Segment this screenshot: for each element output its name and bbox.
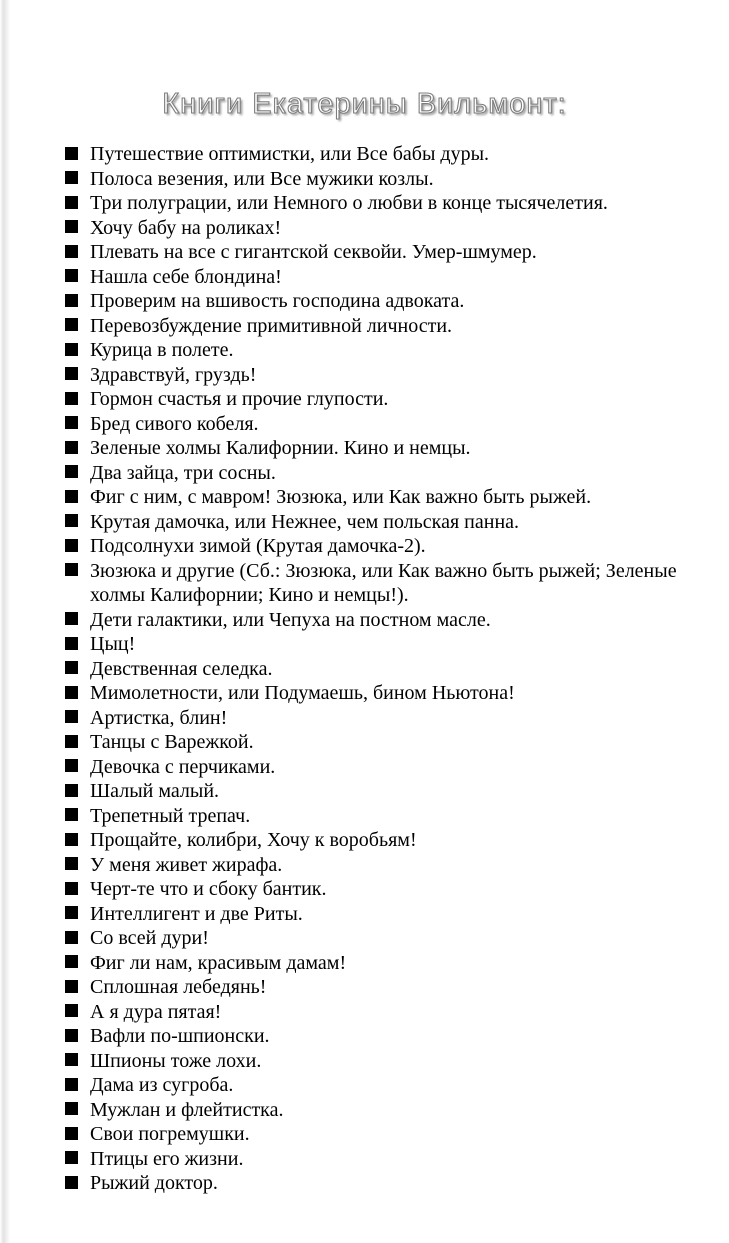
book-list <box>65 142 685 1196</box>
square-bullet-icon <box>65 245 78 258</box>
square-bullet-icon <box>65 784 78 797</box>
list-item <box>65 436 685 461</box>
list-item <box>65 216 685 241</box>
book-title-text: Крутая дамочка, или Нежнее, чем польская панна. <box>90 510 520 533</box>
list-item <box>65 1122 685 1147</box>
square-bullet-icon <box>65 563 78 576</box>
square-bullet-icon <box>65 343 78 356</box>
square-bullet-icon <box>65 906 78 919</box>
book-title-text: Полоса везения, или Все мужики козлы. <box>90 167 434 190</box>
square-bullet-icon <box>65 980 78 993</box>
list-item <box>65 853 685 878</box>
square-bullet-icon <box>65 220 78 233</box>
list-item <box>65 534 685 559</box>
list-item <box>65 289 685 314</box>
book-title-text: Мимолетности, или Подумаешь, бином Ньютона! <box>90 682 515 704</box>
book-title-text: Танцы с Варежкой. <box>90 731 254 753</box>
list-item <box>65 265 685 290</box>
list-item <box>65 1049 685 1074</box>
book-title-text: Девочка с перчиками. <box>90 755 276 778</box>
square-bullet-icon <box>65 637 78 650</box>
square-bullet-icon <box>65 465 78 478</box>
square-bullet-icon <box>65 1078 78 1091</box>
square-bullet-icon <box>65 171 78 184</box>
list-item <box>65 412 685 437</box>
book-title-text: Сплошная лебедянь! <box>90 976 267 998</box>
square-bullet-icon <box>65 612 78 625</box>
list-item <box>65 461 685 486</box>
square-bullet-icon <box>65 441 78 454</box>
book-title-text: Мужлан и флейтистка. <box>90 1098 284 1121</box>
square-bullet-icon <box>65 857 78 870</box>
square-bullet-icon <box>65 294 78 307</box>
book-title-text: Фиг с ним, с мавром! Зюзюка, или Как важно быть рыжей. <box>90 486 592 508</box>
square-bullet-icon <box>65 955 78 968</box>
book-title-text: Здравствуй, груздь! <box>90 363 257 386</box>
book-title-text: Гормон счастья и прочие глупости. <box>90 388 389 410</box>
list-item <box>65 167 685 192</box>
book-title-text: Дама из сугроба. <box>90 1074 234 1096</box>
list-item <box>65 485 685 510</box>
list-item <box>65 363 685 388</box>
list-item <box>65 338 685 363</box>
square-bullet-icon <box>65 196 78 209</box>
square-bullet-icon <box>65 808 78 821</box>
square-bullet-icon <box>65 1004 78 1017</box>
list-item <box>65 902 685 927</box>
list-item <box>65 142 685 167</box>
page-edge-shading <box>0 0 10 1243</box>
square-bullet-icon <box>65 367 78 380</box>
square-bullet-icon <box>65 1151 78 1164</box>
book-title-text: Цыц! <box>90 633 136 655</box>
list-item <box>65 510 685 535</box>
list-item <box>65 681 685 706</box>
book-title-text: Фиг ли нам, красивым дамам! <box>90 951 347 974</box>
list-item <box>65 387 685 412</box>
square-bullet-icon <box>65 392 78 405</box>
list-item <box>65 1147 685 1172</box>
book-title-text: Перевозбуждение примитивной личности. <box>90 314 453 337</box>
list-item <box>65 657 685 682</box>
book-title-text: Подсолнухи зимой (Крутая дамочка-2). <box>90 535 426 557</box>
book-title-text: Бред сивого кобеля. <box>90 412 259 435</box>
square-bullet-icon <box>65 1102 78 1115</box>
list-item <box>65 559 685 608</box>
square-bullet-icon <box>65 833 78 846</box>
book-title-text: Зеленые холмы Калифорнии. Кино и немцы. <box>90 437 471 459</box>
square-bullet-icon <box>65 416 78 429</box>
list-item <box>65 755 685 780</box>
list-item <box>65 779 685 804</box>
square-bullet-icon <box>65 514 78 527</box>
square-bullet-icon <box>65 1029 78 1042</box>
book-title-text: Рыжий доктор. <box>90 1172 218 1194</box>
book-title-text: Черт-те что и сбоку бантик. <box>90 878 327 900</box>
book-title-text: Нашла себе блондина! <box>90 265 282 288</box>
square-bullet-icon <box>65 490 78 503</box>
book-title-text: Со всей дури! <box>90 927 209 949</box>
square-bullet-icon <box>65 147 78 160</box>
list-item <box>65 240 685 265</box>
page-title: Книги Екатерины Вильмонт: <box>162 88 567 120</box>
book-title-text: Проверим на вшивость господина адвоката. <box>90 290 465 312</box>
square-bullet-icon <box>65 710 78 723</box>
list-item <box>65 804 685 829</box>
book-title-text: Плевать на все с гигантской секвойи. Умер-шмумер. <box>90 241 537 263</box>
book-title-text: Вафли по-шпионски. <box>90 1025 270 1047</box>
book-title-text: Трепетный трепач. <box>90 804 251 827</box>
square-bullet-icon <box>65 931 78 944</box>
list-item <box>65 1098 685 1123</box>
book-title-text: Дети галактики, или Чепуха на постном масле. <box>90 608 491 631</box>
list-item <box>65 951 685 976</box>
book-title-text: Путешествие оптимистки, или Все бабы дуры. <box>90 143 490 165</box>
book-title-text: Птицы его жизни. <box>90 1147 244 1170</box>
list-item <box>65 1073 685 1098</box>
book-title-text: Артистка, блин! <box>90 706 228 729</box>
list-item <box>65 608 685 633</box>
square-bullet-icon <box>65 735 78 748</box>
book-title-text: Три полуграции, или Немного о любви в конце тысячелетия. <box>90 192 608 214</box>
book-title-text: Два зайца, три сосны. <box>90 461 276 484</box>
square-bullet-icon <box>65 318 78 331</box>
square-bullet-icon <box>65 1127 78 1140</box>
book-title-text: Девственная селедка. <box>90 657 273 680</box>
book-title-text: А я дура пятая! <box>90 1000 222 1023</box>
square-bullet-icon <box>65 882 78 895</box>
list-item <box>65 314 685 339</box>
square-bullet-icon <box>65 539 78 552</box>
list-item <box>65 1000 685 1025</box>
book-title-text: Прощайте, колибри, Хочу к воробьям! <box>90 829 417 851</box>
list-item <box>65 877 685 902</box>
square-bullet-icon <box>65 269 78 282</box>
list-item <box>65 975 685 1000</box>
list-item <box>65 1024 685 1049</box>
square-bullet-icon <box>65 661 78 674</box>
list-item <box>65 706 685 731</box>
square-bullet-icon <box>65 1176 78 1189</box>
square-bullet-icon <box>65 686 78 699</box>
square-bullet-icon <box>65 1053 78 1066</box>
list-item <box>65 1171 685 1196</box>
book-title-text: Зюзюка и другие (Сб.: Зюзюка, или Как важно быть рыжей; Зеленые холмы Калифорнии; Кино и немцы!). <box>90 559 677 606</box>
book-title-text: Шпионы тоже лохи. <box>90 1049 262 1072</box>
book-title-text: У меня живет жирафа. <box>90 853 283 876</box>
square-bullet-icon <box>65 759 78 772</box>
book-title-text: Шалый малый. <box>90 780 220 802</box>
list-item <box>65 632 685 657</box>
list-item <box>65 730 685 755</box>
book-title-text: Курица в полете. <box>90 339 234 361</box>
list-item <box>65 828 685 853</box>
list-item <box>65 926 685 951</box>
book-title-text: Интеллигент и две Риты. <box>90 902 303 925</box>
book-title-text: Свои погремушки. <box>90 1123 250 1145</box>
list-item <box>65 191 685 216</box>
book-title-text: Хочу бабу на роликах! <box>90 216 282 239</box>
